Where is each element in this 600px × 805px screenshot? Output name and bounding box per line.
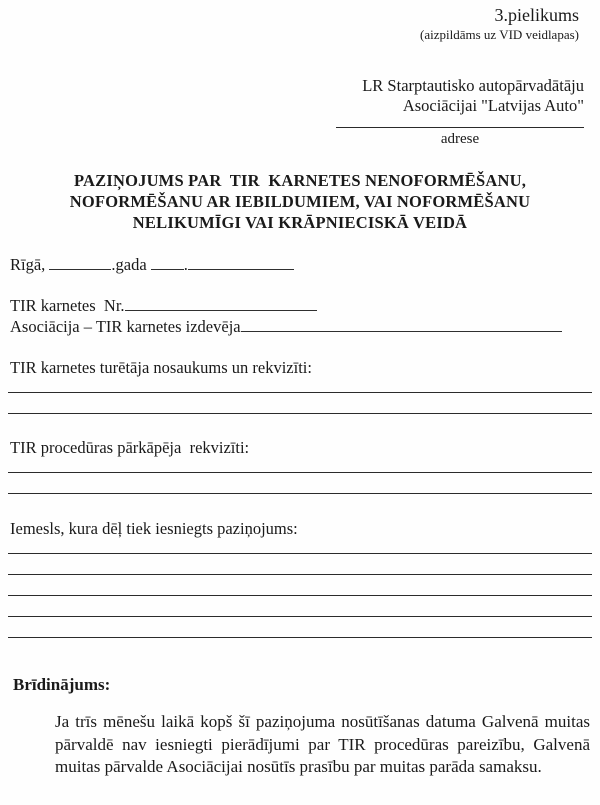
month-blank-line xyxy=(188,257,294,270)
reason-section-label: Iemesls, kura dēļ tiek iesniegts paziņojums: xyxy=(10,519,298,538)
blank-line xyxy=(8,393,592,414)
document-title xyxy=(0,170,600,233)
holder-section-label: TIR karnetes turētāja nosaukums un rekvizīti: xyxy=(10,358,312,377)
address-blank-line xyxy=(336,115,584,128)
title-line-3: NELIKUMĪGI VAI KRĀPNIECISKĀ VEIDĀ xyxy=(132,213,468,232)
year-blank-line xyxy=(49,257,111,270)
address-caption: adrese xyxy=(440,131,480,147)
recipient-line-1: LR Starptautisko autopārvadātāju xyxy=(362,76,584,95)
section-notification-reason xyxy=(8,519,592,638)
blank-line xyxy=(8,473,592,494)
holder-blank-lines xyxy=(8,378,592,414)
title-line-2: NOFORMĒŠANU AR IEBILDUMIEM, VAI NOFORMĒŠANU xyxy=(69,192,531,211)
association-label: Asociācija – TIR karnetes izdevēja xyxy=(10,316,241,336)
reason-blank-lines xyxy=(8,539,592,638)
title-line-1: PAZIŅOJUMS PAR TIR KARNETES NENOFORMĒŠANU, xyxy=(73,171,527,190)
blank-line xyxy=(8,378,592,393)
day-blank-line xyxy=(151,257,184,270)
association-blank-line xyxy=(241,319,562,332)
carnet-number-label: TIR karnetes Nr. xyxy=(10,296,125,315)
warning-paragraph: Ja trīs mēnešu laikā kopš šī paziņojuma nosūtīšanas datuma Galvenā muitas pārvaldē nav iesniegti pierādījumi par TIR procedūras pareizību, Galvenā muitas pārvalde Asociācijai nosūtīs prasību par muitas parāda samaksu. xyxy=(55,712,590,776)
blank-line xyxy=(8,539,592,554)
carnet-number-line xyxy=(10,296,590,317)
recipient-line-2: Asociācijai "Latvijas Auto" xyxy=(402,95,584,115)
blank-line xyxy=(8,458,592,473)
blank-line xyxy=(8,575,592,596)
warning-heading: Brīdinājums: xyxy=(13,675,111,694)
blank-line xyxy=(8,596,592,617)
annex-note: (aizpildāms uz VID veidlapas) xyxy=(420,27,579,42)
place-date-line xyxy=(10,255,294,275)
dot-label: . xyxy=(183,255,188,274)
gada-label: .gada xyxy=(111,255,147,274)
blank-line xyxy=(8,617,592,638)
annex-number: 3.pielikums xyxy=(494,5,579,25)
blank-line xyxy=(8,554,592,575)
carnet-number-blank-line xyxy=(125,298,317,311)
recipient-block xyxy=(336,76,584,150)
violator-section-label: TIR procedūras pārkāpēja rekvizīti: xyxy=(10,438,250,457)
annex-block xyxy=(420,5,579,42)
violator-blank-lines xyxy=(8,458,592,494)
carnet-block xyxy=(10,296,590,337)
place-label: Rīgā, xyxy=(10,255,50,274)
section-procedure-violator xyxy=(8,438,592,494)
association-line xyxy=(10,317,590,338)
section-carnet-holder xyxy=(8,358,592,414)
